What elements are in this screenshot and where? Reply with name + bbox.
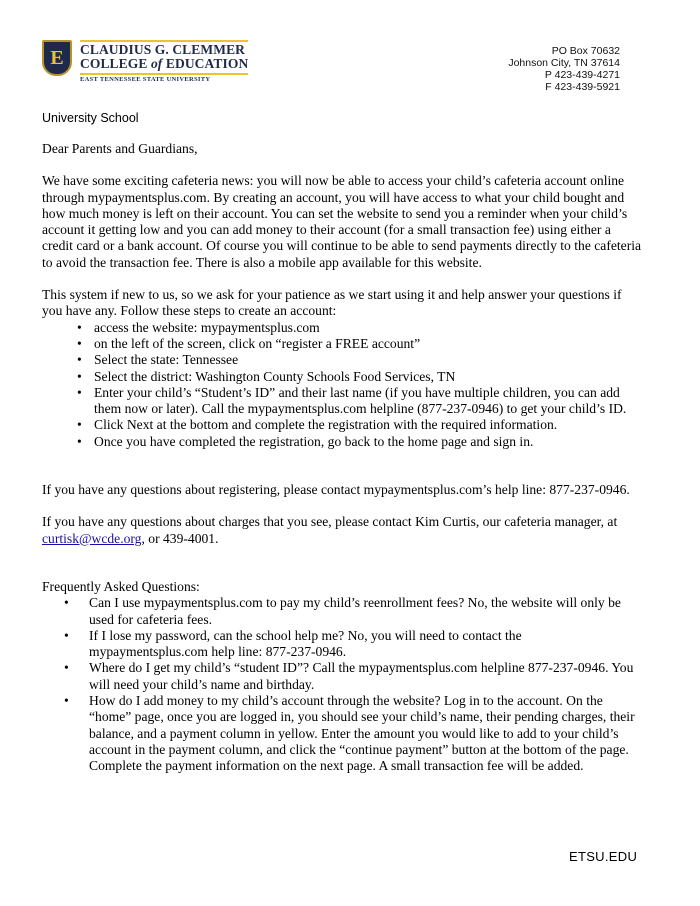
phone-line: P 423-439-4271 (544, 69, 620, 81)
step-item: • Enter your child’s “Student’s ID” and their last name (if you have multiple children, you can add them now or later). Call the mypaymentsplus.com helpline (877-237-0946) to get your child’s ID. (80, 385, 642, 418)
logo-wordmark (80, 40, 248, 83)
letter-body (42, 141, 642, 775)
school-name: University School (42, 111, 139, 125)
step-item: • Select the district: Washington County Schools Food Services, TN (80, 369, 642, 385)
logo-glyph: E (50, 47, 64, 69)
logo-line-3: EAST TENNESSEE STATE UNIVERSITY (80, 76, 211, 83)
mailing-address (508, 45, 620, 93)
step-item: • Select the state: Tennessee (80, 352, 642, 368)
spacer (42, 450, 642, 466)
logo-line-2-pre: COLLEGE (80, 56, 151, 71)
spacer (42, 466, 642, 482)
fax-line: F 423-439-5921 (545, 81, 620, 93)
faq-title: Frequently Asked Questions: (42, 578, 200, 594)
faq-item: • How do I add money to my child’s account through the website? Log in to the account. On the “home” page, once you are logged in, you should see your child’s name, their pending charges, their balance, and a payment column in yellow. Enter the amount you would like to add to your child’s account in the payment column, and click the “continue payment” button at the bottom of the page. Complete the payment information on the next page. A small transaction fee will be added. (67, 693, 642, 774)
charges-contact-text-end: , or 439-4001. (141, 530, 219, 546)
step-item: • Once you have completed the registration, go back to the home page and sign in. (80, 434, 642, 450)
charges-contact-text: If you have any questions about charges that you see, please contact Kim Curtis, our cafeteria manager, at (42, 514, 618, 530)
spacer (42, 547, 642, 563)
spacer (42, 563, 642, 579)
logo-line-1: CLAUDIUS G. CLEMMER (80, 42, 246, 57)
faq-item: • If I lose my password, can the school help me? No, you will need to contact the mypaymentsplus.com help line: 877-237-0946. (67, 628, 642, 661)
step-item: • on the left of the screen, click on “register a FREE account” (80, 336, 642, 352)
greeting: Dear Parents and Guardians, (42, 141, 198, 156)
logo-line-2-italic: of (150, 56, 163, 71)
charges-contact (42, 514, 642, 547)
address-line: Johnson City, TN 37614 (508, 57, 620, 69)
logo-line-2 (80, 57, 248, 71)
steps-list (42, 320, 642, 450)
registering-contact: If you have any questions about registering, please contact mypaymentsplus.com’s help line: 877-237-0946. (42, 482, 630, 498)
intro-paragraph: We have some exciting cafeteria news: you will now be able to access your child’s cafeteria account online through mypaymentsplus.com. By creating an account, you will have access to what your child bought and how much money is left on their account. You can set the website to send you a reminder when your child’s account it getting low and you can add money to their account (for a small transaction fee) using either a credit card or a bank account. Of course you will continue to be able to send payments directly to the cafeteria to avoid the transaction fee. There is also a mobile app available for this website. (42, 173, 642, 270)
footer-url: ETSU.EDU (569, 849, 638, 864)
faq-list (42, 595, 642, 774)
college-logo (42, 40, 248, 83)
logo-rule (80, 73, 248, 75)
address-line: PO Box 70632 (551, 45, 620, 57)
step-item: • access the website: mypaymentsplus.com (80, 320, 642, 336)
faq-item: • Can I use mypaymentsplus.com to pay my child’s reenrollment fees? No, the website will only be used for cafeteria fees. (67, 595, 642, 628)
etsu-shield-icon (42, 40, 72, 76)
email-link[interactable]: curtisk@wcde.org (42, 530, 142, 546)
logo-line-2-post: EDUCATION (162, 56, 249, 71)
steps-intro: This system if new to us, so we ask for your patience as we start using it and help answer your questions if you have any. Follow these steps to create an account: (42, 287, 622, 319)
step-item: • Click Next at the bottom and complete the registration with the required information. (80, 417, 642, 433)
faq-item: • Where do I get my child’s “student ID”? Call the mypaymentsplus.com helpline 877-237-0946. You will need your child’s name and birthday. (67, 660, 642, 693)
